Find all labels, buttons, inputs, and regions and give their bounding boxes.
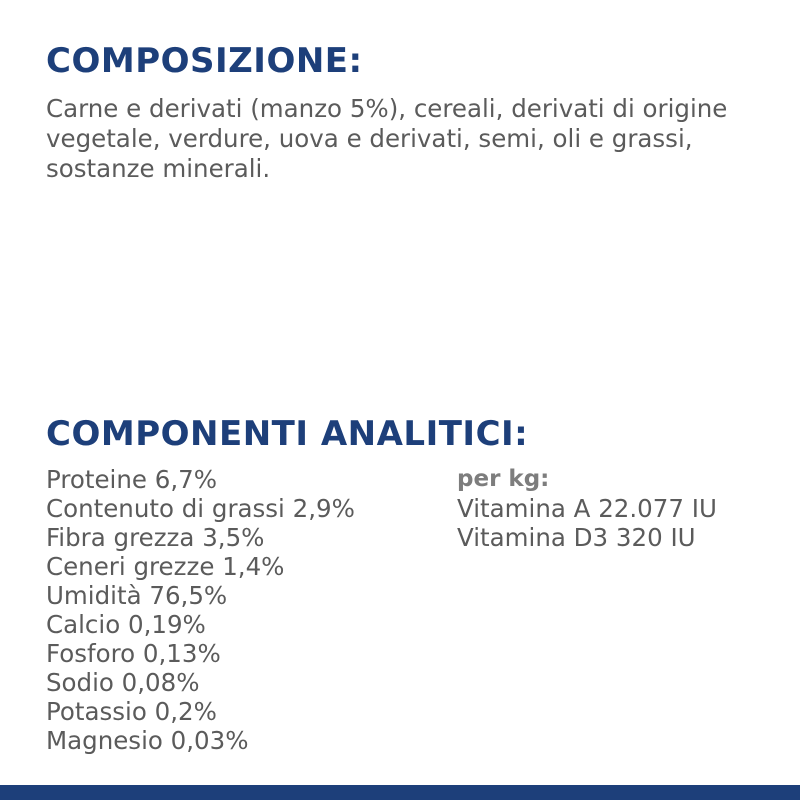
nutrient-item-magnesio: Magnesio 0,03% (46, 726, 249, 755)
per-kg-label: per kg: (457, 466, 550, 492)
nutrient-item-fosforo: Fosforo 0,13% (46, 639, 221, 668)
nutrient-list (46, 465, 355, 755)
nutrient-item-umidita: Umidità 76,5% (46, 581, 228, 610)
nutrient-item-fibra: Fibra grezza 3,5% (46, 523, 265, 552)
nutrient-item-proteine: Proteine 6,7% (46, 465, 217, 494)
composition-heading: COMPOSIZIONE: (46, 41, 363, 81)
nutrient-item-sodio: Sodio 0,08% (46, 668, 200, 697)
nutrient-item-grassi: Contenuto di grassi 2,9% (46, 494, 355, 523)
nutrient-item-calcio: Calcio 0,19% (46, 610, 206, 639)
vitamin-list (457, 494, 717, 552)
nutrient-item-ceneri: Ceneri grezze 1,4% (46, 552, 285, 581)
nutrient-item-potassio: Potassio 0,2% (46, 697, 217, 726)
per-kg-section (457, 465, 717, 552)
analytical-heading: COMPONENTI ANALITICI: (46, 414, 529, 454)
vitamin-item-d3: Vitamina D3 320 IU (457, 523, 696, 552)
composition-text: Carne e derivati (manzo 5%), cereali, derivati di origine vegetale, verdure, uova e derivati, semi, oli e grassi, sostanze minerali. (46, 94, 728, 183)
vitamin-item-a: Vitamina A 22.077 IU (457, 494, 717, 523)
bottom-bar (0, 785, 800, 800)
